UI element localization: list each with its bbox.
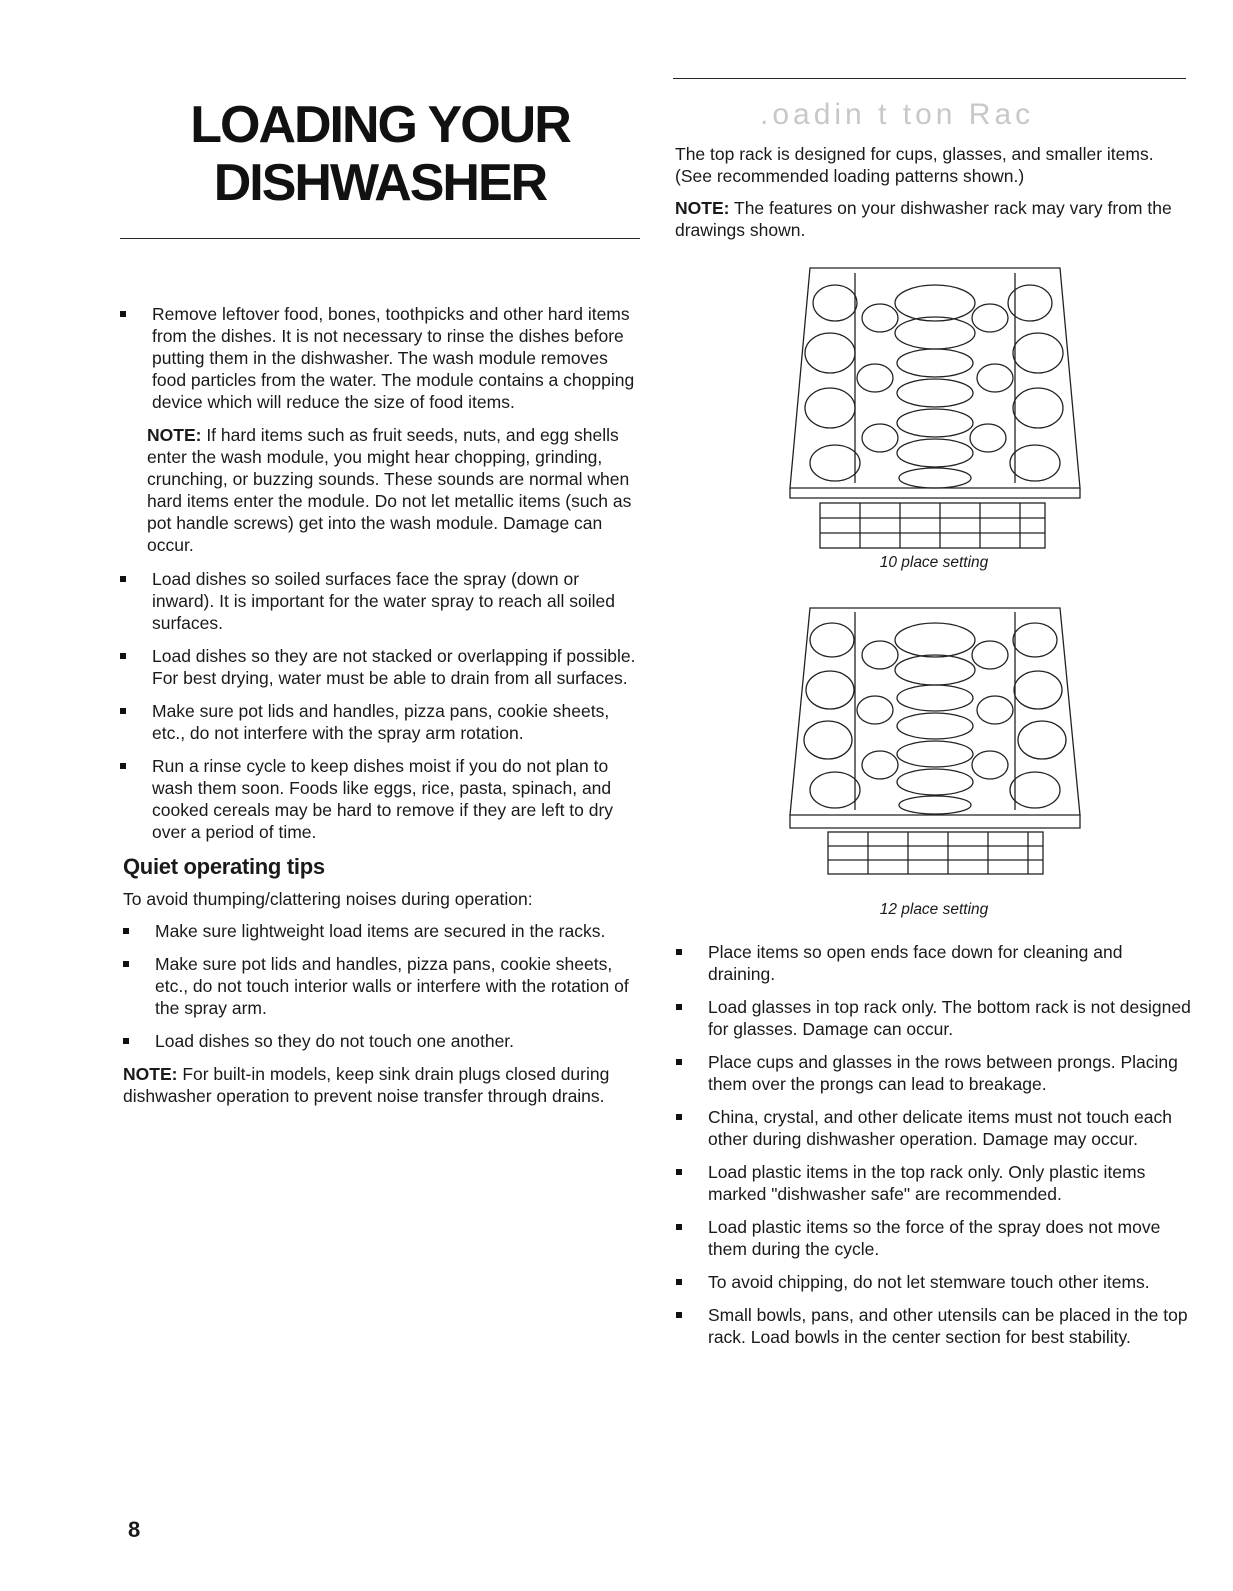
list-item: Make sure pot lids and handles, pizza pans, cookie sheets, etc., do not touch interior walls or interfere with the rotation of the spray arm.	[120, 953, 645, 1019]
list-item: Load dishes so they are not stacked or overlapping if possible. For best drying, water must be able to drain from all surfaces.	[117, 645, 645, 689]
bullet-icon	[120, 763, 126, 769]
list-item: Load plastic items in the top rack only. Only plastic items marked "dishwasher safe" are recommended.	[673, 1161, 1193, 1205]
note-paragraph-2: NOTE: For built-in models, keep sink drain plugs closed during dishwasher operation to prevent noise transfer through drains.	[123, 1064, 610, 1106]
quiet-intro: To avoid thumping/clattering noises during operation:	[123, 889, 533, 909]
bullet-icon	[120, 311, 126, 317]
bullet-icon	[676, 1114, 682, 1120]
list-item: Small bowls, pans, and other utensils can be placed in the top rack. Load bowls in the center section for best stability.	[673, 1304, 1193, 1348]
bullet-icon	[676, 1312, 682, 1318]
bullet-icon	[676, 1169, 682, 1175]
list-item: Run a rinse cycle to keep dishes moist if you do not plan to wash them soon. Foods like eggs, rice, pasta, spinach, and cooked cereals may be hard to remove if they are left to dry over a period of time.	[117, 755, 645, 843]
list-item: Make sure pot lids and handles, pizza pans, cookie sheets, etc., do not interfere with the spray arm rotation.	[117, 700, 645, 744]
title-underline-rule	[120, 238, 640, 239]
bullet-icon	[120, 576, 126, 582]
list-item: Load dishes so soiled surfaces face the spray (down or inward). It is important for the water spray to reach all soiled surfaces.	[117, 568, 645, 634]
title-line-2: DISHWASHER	[213, 154, 547, 212]
page-title	[120, 96, 640, 212]
list-item: Place cups and glasses in the rows between prongs. Placing them over the prongs can lead to breakage.	[673, 1051, 1193, 1095]
top-rule-right	[673, 78, 1186, 79]
rack-note: NOTE: The features on your dishwasher rack may vary from the drawings shown.	[675, 198, 1172, 240]
list-item: Load glasses in top rack only. The bottom rack is not designed for glasses. Damage can occur.	[673, 996, 1193, 1040]
list-item: Make sure lightweight load items are secured in the racks.	[120, 920, 645, 942]
bullet-icon	[676, 1279, 682, 1285]
list-item: Load plastic items so the force of the spray does not move them during the cycle.	[673, 1216, 1193, 1260]
quiet-tips-heading: Quiet operating tips	[123, 854, 325, 879]
left-column	[117, 303, 645, 1117]
page-number: 8	[128, 1517, 141, 1542]
right-column-bullets	[673, 941, 1193, 1359]
bullet-icon	[123, 1038, 129, 1044]
bullet-icon	[120, 708, 126, 714]
quiet-bullet-list	[120, 920, 645, 1052]
right-column-intro	[675, 143, 1175, 251]
rack-illustration-10-place	[780, 258, 1090, 553]
list-item: Load dishes so they do not touch one another.	[120, 1030, 645, 1052]
rack-bullet-list	[673, 941, 1193, 1348]
faded-section-heading: .oadin t ton Rac	[760, 98, 1035, 131]
title-line-1: LOADING YOUR	[190, 96, 570, 154]
list-item: Place items so open ends face down for cleaning and draining.	[673, 941, 1193, 985]
bullet-list-1	[117, 303, 645, 413]
figure-caption-12-place: 12 place setting	[879, 901, 989, 918]
figure-caption-10-place: 10 place setting	[879, 554, 989, 571]
bullet-icon	[676, 1224, 682, 1230]
list-item: China, crystal, and other delicate items must not touch each other during dishwasher operation. Damage may occur.	[673, 1106, 1193, 1150]
rack-intro: The top rack is designed for cups, glasses, and smaller items. (See recommended loading patterns shown.)	[675, 144, 1154, 186]
bullet-icon	[123, 928, 129, 934]
list-item: Remove leftover food, bones, toothpicks and other hard items from the dishes. It is not necessary to rinse the dishes before putting them in the dishwasher. The wash module removes food particles from the water. The module contains a chopping device which will reduce the size of food items.	[117, 303, 645, 413]
bullet-icon	[120, 653, 126, 659]
rack-illustration-12-place	[780, 600, 1090, 880]
bullet-icon	[676, 949, 682, 955]
bullet-list-2	[117, 568, 645, 843]
bullet-icon	[123, 961, 129, 967]
note-paragraph-1: NOTE: If hard items such as fruit seeds, nuts, and egg shells enter the wash module, you might hear chopping, grinding, crunching, or buzzing sounds. These sounds are normal when hard items enter the module. Do not let metallic items (such as pot handle screws) get into the wash module. Damage can occur.	[147, 425, 632, 555]
bullet-icon	[676, 1059, 682, 1065]
bullet-icon	[676, 1004, 682, 1010]
list-item: To avoid chipping, do not let stemware touch other items.	[673, 1271, 1193, 1293]
